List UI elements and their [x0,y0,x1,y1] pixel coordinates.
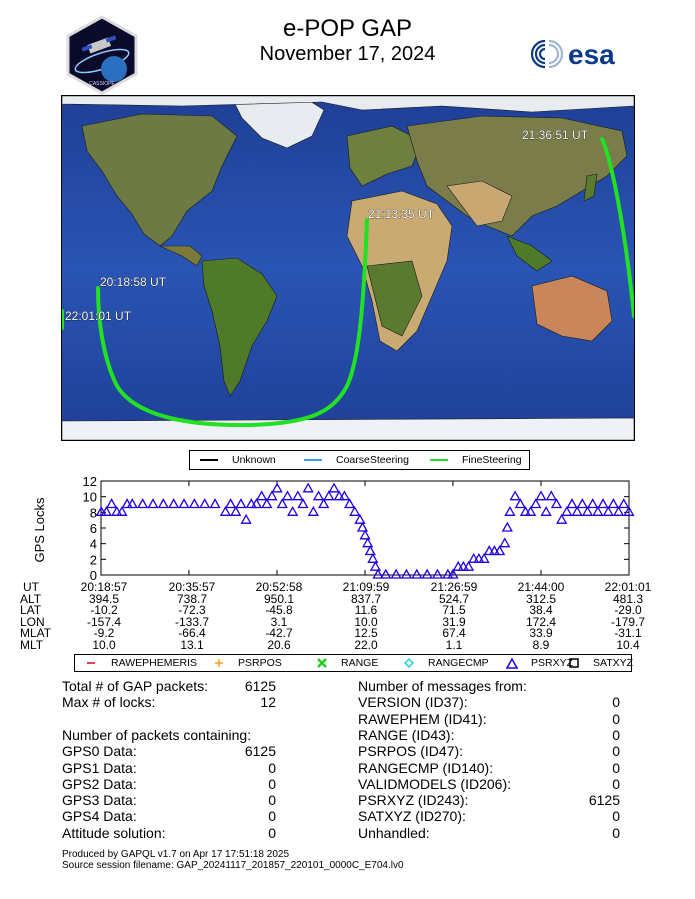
chart-axes [83,476,629,583]
psrxyz-point [573,507,582,515]
svg-text:CASSIOPE: CASSIOPE [89,81,115,87]
psrxyz-point [330,484,339,492]
table-cell: -29.0 [614,603,642,618]
table-cell: 950.1 [263,591,295,606]
psrxyz-point [500,539,509,547]
table-row-label: LON [20,614,45,629]
y-tick-label: 12 [82,476,97,489]
psrxyz-point [599,500,608,508]
message-value: 0 [612,726,620,743]
psrxyz-point [503,523,512,531]
diamond-marker-icon [402,657,416,669]
gps-locks-chart [30,476,640,586]
footer-produced: Produced by GAPQL v1.7 on Apr 17 17:51:18 2025 [62,849,290,860]
table-cell: 67.4 [442,626,466,641]
psrxyz-point [231,507,240,515]
packet-label: GPS4 Data: [62,808,137,825]
table-row-label: UT [23,580,39,594]
psrxyz-point [358,523,367,531]
table-cell: 10.4 [616,638,640,652]
track-label-2: 21:36:51 UT [522,128,589,142]
psrxyz-point [314,492,323,500]
table-cell: -10.2 [90,603,118,618]
legend-item-fine [430,451,522,469]
table-cell: -31.1 [614,626,642,641]
psrxyz-point [588,500,597,508]
message-value: 6125 [588,792,620,809]
msg-legend-label: SATXYZ [593,657,634,669]
message-label: Unhandled: [358,824,430,841]
psrxyz-point [345,500,354,508]
table-cell: 38.4 [529,603,553,618]
msg-legend-item [505,656,573,670]
message-label: RANGECMP (ID140): [358,759,494,776]
cassiope-logo [62,15,142,95]
x-marker-icon [315,657,329,669]
legend-item-coarse [304,451,409,469]
table-cell: 1.1 [445,638,463,652]
psrxyz-point [350,507,359,515]
message-label: RANGE (ID43): [358,726,455,743]
statistics-panel [0,678,695,843]
orbit-table [0,582,695,654]
psrxyz-point [433,570,442,578]
stat-value: 6125 [244,678,276,694]
table-cell: 20:52:58 [255,580,303,594]
psrxyz-point [226,500,235,508]
packet-label: GPS0 Data: [62,743,137,760]
dash-marker-icon [85,657,99,669]
psrxyz-point [159,500,168,508]
svg-text:esa: esa [568,39,615,70]
psrxyz-point [324,492,333,500]
psrxyz-point [242,515,251,523]
psrxyz-point [614,507,623,515]
psrxyz-point [363,539,372,547]
table-cell: 481.3 [612,591,644,606]
psrxyz-point [423,570,432,578]
plus-marker-icon [212,657,226,669]
psrxyz-point [221,507,230,515]
psrxyz-point [552,500,561,508]
message-value: 0 [612,759,620,776]
packet-value: 0 [268,824,276,841]
legend-label-unknown: Unknown [232,454,276,466]
table-cell: 312.5 [525,591,557,606]
table-cell: -42.7 [265,626,293,641]
psrxyz-point [542,507,551,515]
esa-logo [528,37,632,71]
table-cell: -157.4 [86,614,122,629]
psrxyz-point [107,500,116,508]
msg-legend-item [567,656,633,670]
psrxyz-point [371,562,380,570]
table-cell: 21:09:59 [342,580,390,594]
psrxyz-point [536,492,545,500]
psrxyz-point [531,500,540,508]
track-label-4: 22:01:01 UT [65,309,132,323]
table-cell: 837.7 [350,591,382,606]
psrxyz-point [381,570,390,578]
message-value: 0 [612,808,620,825]
psrxyz-point [562,507,571,515]
table-cell: 10.0 [92,638,116,652]
table-row-label: LAT [20,603,42,618]
packet-value: 0 [268,792,276,809]
track-label-1: 20:18:58 UT [100,275,167,289]
table-cell: 13.1 [180,638,204,652]
table-cell: 22:01:01 [604,580,652,594]
legend-swatch-unknown [200,459,218,461]
triangle-marker-icon [505,657,519,669]
y-tick-label: 4 [89,536,97,552]
message-legend [74,654,632,672]
message-label: PSRPOS (ID47): [358,743,464,760]
square-marker-icon [567,657,581,669]
table-cell: 172.4 [525,614,557,629]
packet-value: 0 [268,775,276,792]
psrxyz-point [288,507,297,515]
message-value: 0 [612,710,620,727]
y-tick-label: 10 [82,489,97,505]
table-cell: 20.6 [267,638,291,652]
message-label: RAWEPHEM (ID41): [358,710,487,727]
table-cell: -133.7 [174,614,210,629]
page-date: November 17, 2024 [259,43,436,65]
psrxyz-point [604,507,613,515]
psrxyz-point [200,500,209,508]
message-value: 0 [612,775,620,792]
table-cell: 20:35:57 [168,580,216,594]
message-value: 0 [612,824,620,841]
footer-source: Source session filename: GAP_20241117_201857_220101_0000C_E704.lv0 [62,860,404,871]
message-label: PSRXYZ (ID243): [358,792,469,809]
psrxyz-point [392,570,401,578]
table-cell: -45.8 [265,603,293,618]
msg-legend-label: PSRXYZ [531,657,574,669]
psrxyz-point [361,531,370,539]
psrxyz-point [138,500,147,508]
msg-legend-item [315,656,378,670]
psrxyz-point [211,500,220,508]
table-row-label: MLT [20,638,44,652]
table-cell: 738.7 [176,591,208,606]
legend-item-unknown [200,451,276,469]
steering-legend [189,450,530,470]
table-cell: -179.7 [610,614,646,629]
psrxyz-point [593,507,602,515]
psrxyz-point [402,570,411,578]
table-cell: 21:44:00 [517,580,565,594]
packet-value: 6125 [244,743,276,760]
legend-label-coarse: CoarseSteering [336,454,409,466]
msg-legend-item [212,656,282,670]
psrxyz-point [148,500,157,508]
message-label: VERSION (ID37): [358,694,468,711]
psrxyz-point [374,570,383,578]
psrxyz-point [511,492,520,500]
psrxyz-point [412,570,421,578]
msg-legend-label: RANGE [341,657,379,669]
packet-label: Attitude solution: [62,824,166,841]
psrxyz-point [319,500,328,508]
packet-label: GPS3 Data: [62,792,137,809]
psrxyz-point [273,484,282,492]
y-tick-label: 8 [89,505,97,521]
legend-swatch-coarse [304,459,322,461]
table-cell: 20:18:57 [80,580,128,594]
psrxyz-point [557,515,566,523]
track-label-3: 21:13:35 UT [368,207,435,221]
psrxyz-point [304,484,313,492]
table-cell: 71.5 [442,603,466,618]
psrxyz-point [267,492,276,500]
y-tick-label: 6 [89,521,97,536]
legend-label-fine: FineSteering [462,454,522,466]
psrxyz-point [278,500,287,508]
table-row-label: MLAT [20,626,52,641]
legend-swatch-fine [430,459,448,461]
psrxyz-point [299,500,308,508]
msg-legend-label: RAWEPHEMERIS [111,657,197,669]
msg-legend-label: RANGECMP [428,657,489,669]
psrxyz-point [578,500,587,508]
y-tick-label: 0 [89,568,97,583]
chart-ylabel: GPS Locks [32,497,47,563]
table-cell: 394.5 [88,591,120,606]
packet-value: 0 [268,759,276,776]
packet-label: GPS2 Data: [62,775,137,792]
psrxyz-point [293,492,302,500]
page-title: e-POP GAP [283,15,412,42]
psrxyz-point [262,500,271,508]
table-cell: 31.9 [442,614,466,629]
packets-heading: Number of packets containing: [62,726,252,743]
message-label: SATXYZ (ID270): [358,808,466,825]
table-cell: -72.3 [178,603,206,618]
message-value: 0 [612,743,620,760]
msg-legend-item [402,656,489,670]
table-cell: 21:26:59 [430,580,478,594]
table-cell: 33.9 [529,626,553,641]
stat-label: Max # of locks: [62,694,156,711]
msg-legend-label: PSRPOS [238,657,282,669]
psrxyz-point [568,500,577,508]
table-cell: 11.6 [354,603,378,618]
psrxyz-point [366,547,375,555]
table-cell: -9.2 [93,626,115,641]
message-label: VALIDMODELS (ID206): [358,775,512,792]
table-cell: 10.0 [354,614,378,629]
psrxyz-point [368,554,377,562]
psrxyz-point [505,507,514,515]
table-cell: -66.4 [178,626,206,641]
psrxyz-point [257,492,266,500]
stat-label: Total # of GAP packets: [62,678,209,694]
y-tick-label: 2 [89,552,97,568]
messages-heading: Number of messages from: [358,678,527,694]
table-cell: 12.5 [354,626,378,641]
table-cell: 22.0 [354,638,378,652]
msg-legend-item [85,656,197,670]
world-map [61,95,635,441]
psrxyz-point [516,500,525,508]
table-row-label: ALT [20,591,42,606]
psrxyz-point [180,500,189,508]
psrxyz-point [169,500,178,508]
psrxyz-point [619,500,628,508]
psrxyz-point [583,507,592,515]
psrxyz-point [309,507,318,515]
packet-value: 0 [268,808,276,825]
psrxyz-point [355,515,364,523]
table-cell: 3.1 [270,614,288,629]
chart-points [97,484,634,578]
message-value: 0 [612,694,620,711]
psrxyz-point [236,500,245,508]
psrxyz-point [609,500,618,508]
packet-label: GPS1 Data: [62,759,137,776]
table-cell: 8.9 [532,638,550,652]
table-cell: 524.7 [438,591,470,606]
psrxyz-point [283,492,292,500]
psrxyz-point [547,492,556,500]
psrxyz-point [190,500,199,508]
stat-value: 12 [260,694,276,711]
